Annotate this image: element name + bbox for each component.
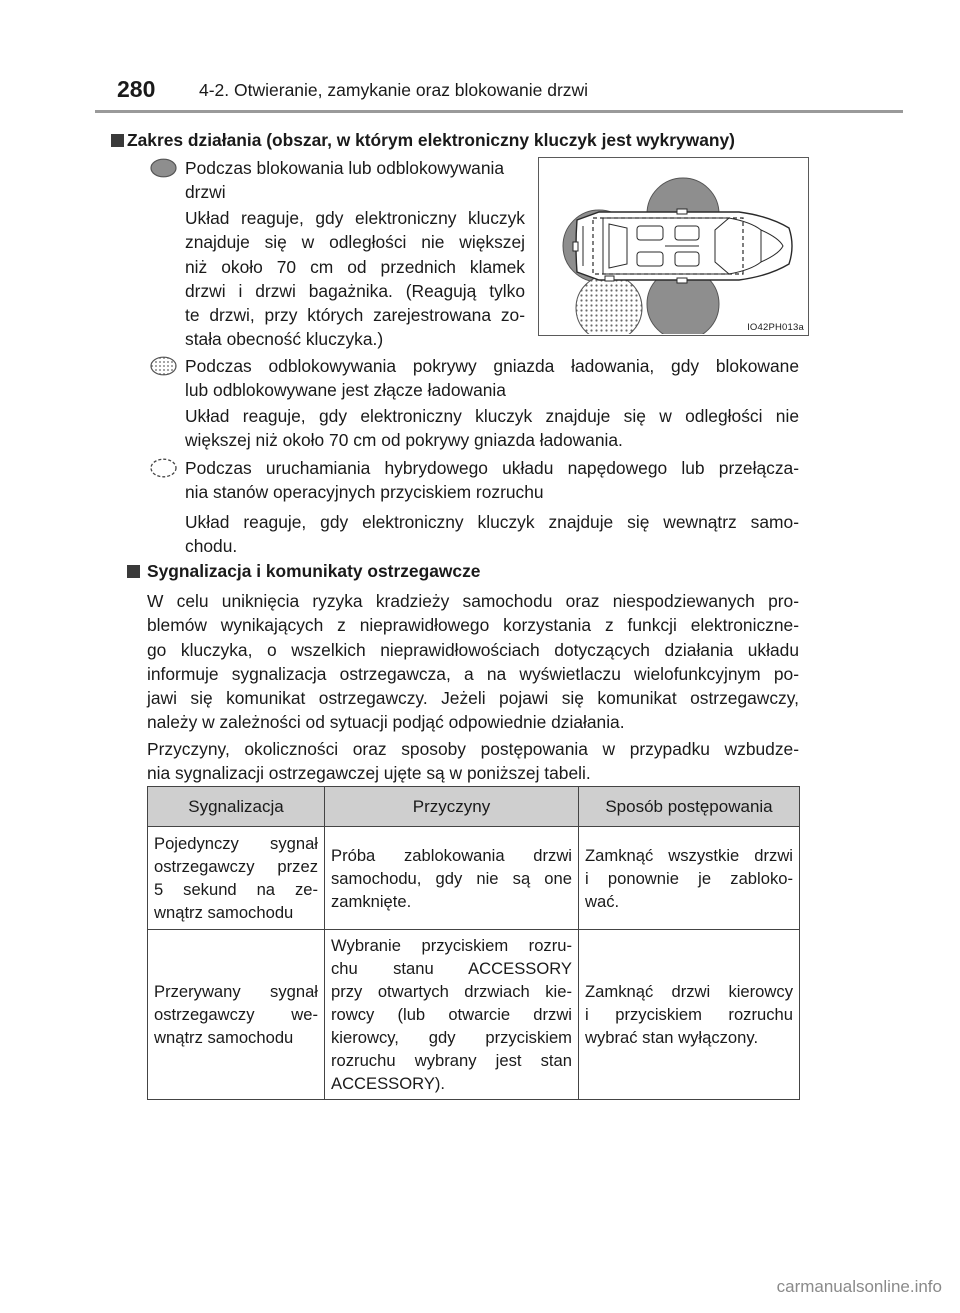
section-bullet-icon — [127, 565, 140, 578]
item2-title: Podczas odblokowywania pokrywy gniazda ładowania, gdy blokowane lub odblokowywane jest złącze ładowania — [185, 356, 799, 401]
item1-body: Układ reaguje, gdy elektroniczny kluczyk znajduje się w odległości nie większej niż około 70 cm od przednich klamek drzwi i drzwi bagażnika. (Reagują tylko te drzwi, przy których zarejestrowana zo- stała obecność kluczyka.) — [185, 208, 525, 350]
table-row — [148, 930, 800, 1100]
table-header-cell: Przyczyny — [325, 787, 579, 827]
section-heading: Zakres działania (obszar, w którym elektroniczny kluczyk jest wykrywany) — [127, 130, 735, 150]
table-header-cell: Sygnalizacja — [148, 787, 325, 827]
detection-range-figure — [538, 157, 809, 336]
section-bullet-icon — [111, 134, 124, 147]
figure-code: IO42PH013a — [747, 322, 804, 333]
dashed-zone-icon — [150, 458, 177, 478]
header-rule — [95, 110, 903, 113]
table-cell-signal: Pojedynczy sygnał ostrzegawczy przez 5 sekund na ze- wnątrz samochodu — [148, 827, 325, 930]
item3-title: Podczas uruchamiania hybrydowego układu napędowego lub przełącza- nia stanów operacyjnych przyciskiem rozruchu — [185, 458, 799, 503]
item3-body: Układ reaguje, gdy elektroniczny kluczyk znajduje się wewnątrz samo- chodu. — [185, 512, 799, 557]
item1-title: Podczas blokowania lub odblokowywania drzwi — [185, 158, 505, 203]
warning-intro-paragraph: W celu uniknięcia ryzyka kradzieży samochodu oraz niespodziewanych pro- blemów wynikających z nieprawidłowego korzystania z funkcji elektroniczne- go kluczyka, o wszelkich nieprawidłowościach dotyczących działania układu informuje sygnalizacja ostrzegawcza, a na wyświetlaczu wielofunkcyjnym po- jawi się komunikat ostrzegawczy. Jeżeli pojawi się komunikat ostrzegawczy, należy w zależności od sytuacji podjąć odpowiednie działania. — [147, 591, 799, 733]
car-icon — [576, 212, 792, 280]
charging-zone-icon — [576, 275, 642, 334]
table-cell-action: Zamknąć drzwi kierowcy i przyciskiem rozruchu wybrać stan wyłączony. — [579, 930, 800, 1100]
table-header-cell: Sposób postępowania — [579, 787, 800, 827]
table-cell-signal: Przerywany sygnał ostrzegawczy we- wnątrz samochodu — [148, 930, 325, 1100]
table-cell-cause: Wybranie przyciskiem rozru- chu stanu ACCESSORY przy otwartych drzwiach kie- rowcy (lub otwarcie drzwi kierowcy, gdy przyciskiem rozruchu wybrany jest stan ACCESSORY). — [325, 930, 579, 1100]
table-cell-action: Zamknąć wszystkie drzwi i ponownie je zabloko- wać. — [579, 827, 800, 930]
section-heading: Sygnalizacja i komunikaty ostrzegawcze — [147, 561, 481, 581]
table-row — [148, 827, 800, 930]
section-title: 4-2. Otwieranie, zamykanie oraz blokowanie drzwi — [199, 80, 589, 100]
solid-zone-icon — [150, 158, 177, 178]
warning-table — [147, 786, 800, 1100]
watermark: carmanualsonline.info — [776, 1277, 942, 1296]
table-cell-cause: Próba zablokowania drzwi samochodu, gdy nie są one zamknięte. — [325, 827, 579, 930]
item2-body: Układ reaguje, gdy elektroniczny kluczyk znajduje się w odległości nie większej niż około 70 cm od pokrywy gniazda ładowania. — [185, 406, 799, 451]
car-top-view-diagram — [539, 158, 807, 334]
table-header-row — [148, 787, 800, 827]
dotted-zone-icon — [150, 356, 177, 376]
page-number: 280 — [117, 76, 156, 102]
table-intro-paragraph: Przyczyny, okoliczności oraz sposoby postępowania w przypadku wzbudze- nia sygnalizacji ostrzegawczej ujęte są w poniższej tabeli. — [147, 739, 799, 784]
